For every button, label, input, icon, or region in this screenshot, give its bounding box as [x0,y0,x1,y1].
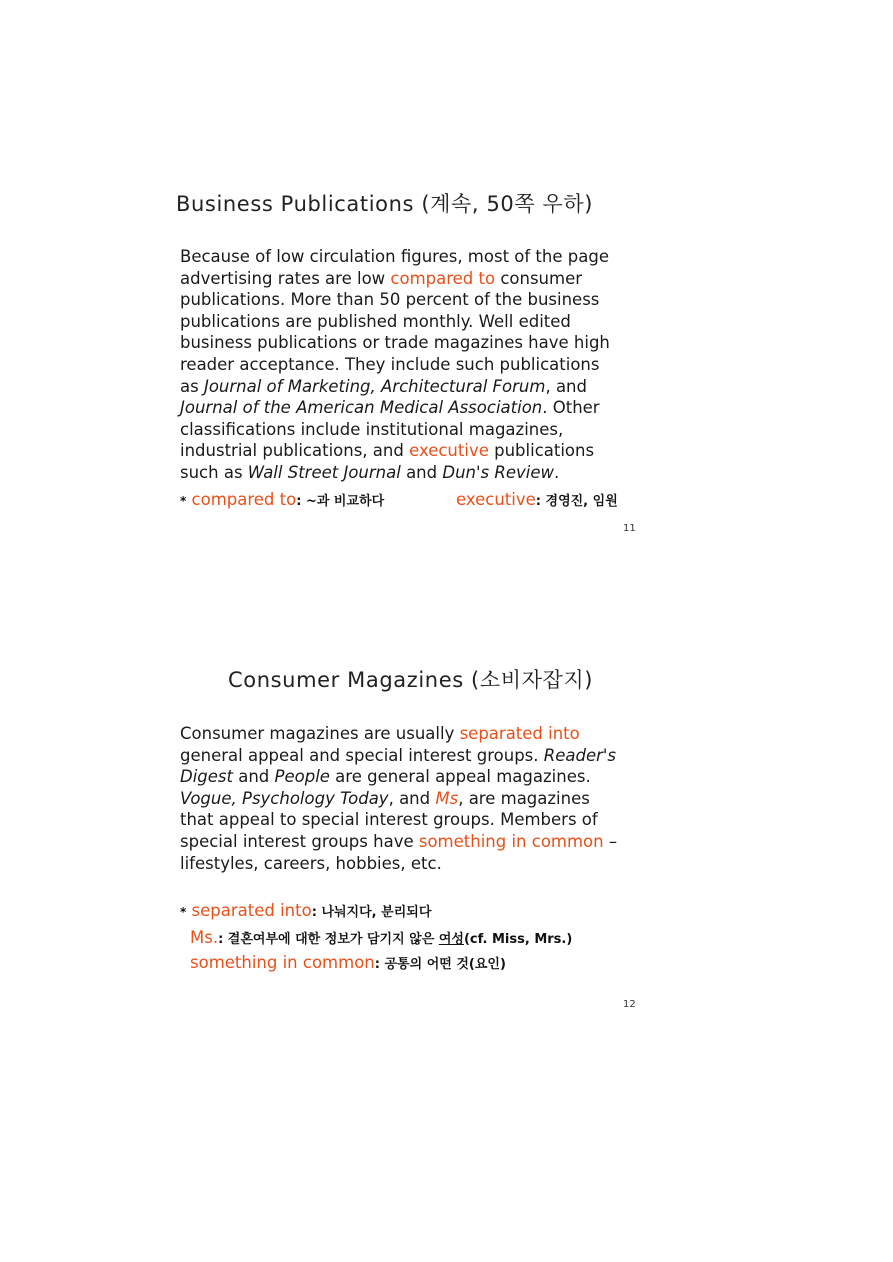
italic-title: Digest [180,767,233,787]
body-text: Because of low circulation figures, most of the page [180,247,609,266]
highlighted-term: something in common [418,831,604,851]
italic-title: Dun's Review [442,462,554,482]
body-text: are general appeal magazines. [329,767,591,787]
vocab-note-row [180,901,431,920]
body-text: publications [488,441,595,461]
body-text: publications are published monthly. Well edited [180,311,571,331]
highlighted-italic-term: Ms [435,788,459,808]
vocab-definition: : ~과 비교하다 [296,494,385,509]
vocab-definition: : 공통의 어떤 것(요인) [374,957,506,972]
slide-body [180,723,640,874]
body-line [180,788,640,810]
body-text: , are magazines [458,788,590,808]
body-text: lifestyles, careers, hobbies, etc. [180,853,442,873]
vocab-term: executive [456,490,536,509]
note-star: * [180,494,187,508]
body-line [180,723,640,745]
italic-title: Journal of the American Medical Association [180,398,543,418]
highlighted-term: separated into [459,724,580,743]
body-line [180,853,640,875]
body-text: – [603,831,618,851]
body-text: publications. More than 50 percent of the business [180,290,600,310]
body-text: special interest groups have [180,831,419,851]
vocab-note-row [190,928,572,947]
body-text: and [232,767,275,787]
italic-title: Wall Street Journal [247,462,401,482]
body-text: , and [388,788,436,808]
italic-title: People [274,767,330,787]
body-text: advertising rates are low [180,268,391,288]
body-text: consumer [495,268,583,288]
vocab-definition: : 결혼여부에 대한 정보가 담기지 않은 [218,932,439,947]
vocab-definition-underlined: 여성 [438,932,464,947]
page-number: 11 [623,523,636,534]
vocab-definition: : 나눠지다, 분리되다 [311,905,432,920]
body-text: as [180,376,204,396]
body-text: classifications include institutional magazines, [180,419,564,439]
highlighted-term: executive [409,441,489,461]
page-number: 12 [623,999,636,1010]
slide-title: Business Publications (계속, 50쪽 우하) [176,192,594,216]
vocab-definition: : 경영진, 임원 [535,494,618,509]
body-text: general appeal and special interest groups. [180,745,544,765]
body-line [180,831,640,853]
vocab-note-row [190,953,506,972]
highlighted-term: compared to [390,268,496,288]
italic-title: Journal of Marketing, Architectural Forum [203,376,546,396]
body-text: . [553,462,560,482]
vocab-term: something in common [190,953,375,972]
body-line [180,745,640,767]
vocab-term: compared to [191,490,297,509]
body-text: such as [180,462,248,482]
italic-title: Reader's [543,745,617,765]
vocab-term: separated into [191,901,312,920]
body-text: that appeal to special interest groups. Members of [180,810,598,830]
body-text: and [400,462,443,482]
body-line [180,809,640,831]
italic-title: Vogue, Psychology Today [180,788,389,808]
body-text: , and [545,376,587,396]
body-text: Consumer magazines are usually [180,724,460,743]
body-text: business publications or trade magazines have high [180,333,610,353]
slide-title: Consumer Magazines (소비자잡지) [228,668,594,692]
vocab-definition: (cf. Miss, Mrs.) [463,932,573,947]
note-star: * [180,905,187,919]
body-text: . Other [542,398,600,418]
body-text: industrial publications, and [180,441,410,461]
vocab-term: Ms. [190,928,219,947]
body-text: reader acceptance. They include such publications [180,354,600,374]
body-line [180,766,640,788]
